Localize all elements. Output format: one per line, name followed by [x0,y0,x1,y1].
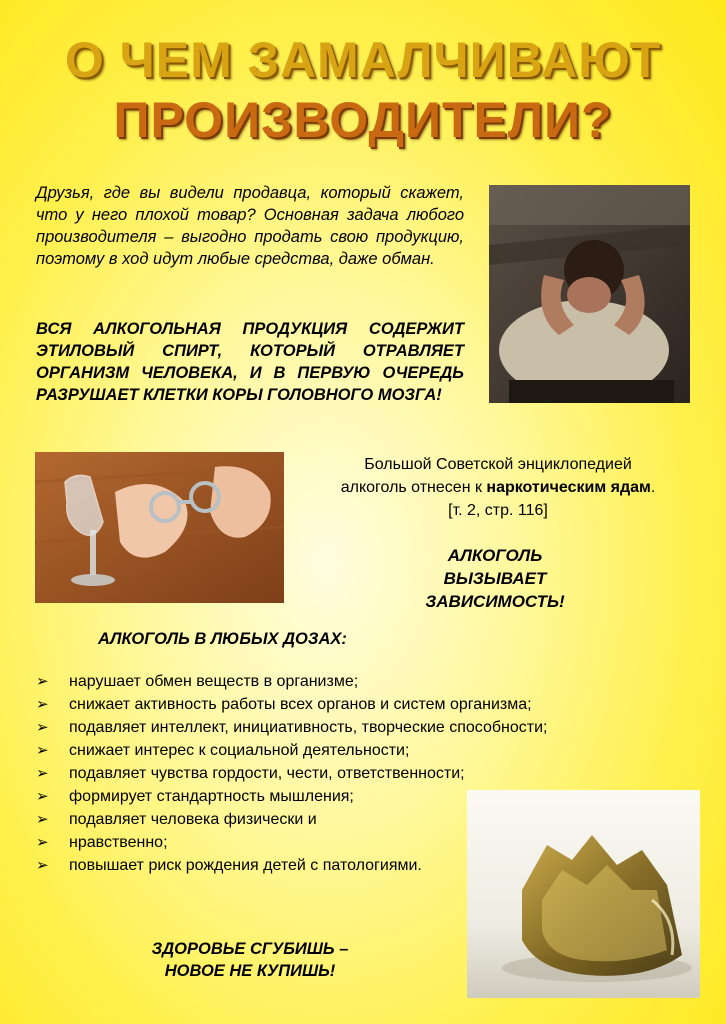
arrow-bullet-icon: ➢ [36,673,49,690]
effect-text: подавляет чувства гордости, чести, ответственности; [69,765,465,782]
encyclopedia-line2-suffix: . [650,479,656,496]
page-title-line1: О ЧЕМ ЗАМАЛЧИВАЮТ [64,32,662,88]
slogan [100,938,400,982]
effects-list-item [36,739,676,762]
effect-text: снижает активность работы всех органов и систем организма; [69,696,532,713]
page-title-line2: ПРОИЗВОДИТЕЛИ? [113,92,613,148]
effect-text: подавляет человека физически и [69,811,317,828]
effect-text: подавляет интеллект, инициативность, творческие способности; [69,719,548,736]
effects-list-item [36,762,676,785]
encyclopedia-line1: Большой Советской энциклопедией [364,456,632,473]
encyclopedia-line2 [300,476,696,499]
effects-list-item [36,854,483,877]
warning-paragraph: ВСЯ АЛКОГОЛЬНАЯ ПРОДУКЦИЯ СОДЕРЖИТ ЭТИЛОВЫЙ СПИРТ, КОТОРЫЙ ОТРАВЛЯЕТ ОРГАНИЗМ ЧЕЛОВЕКА, И В ПЕРВУЮ ОЧЕРЕДЬ РАЗРУШАЕТ КЛЕТКИ КОРЫ ГОЛОВНОГО МОЗГА! [36,320,464,404]
encyclopedia-source: [т. 2, стр. 116] [448,502,548,519]
effect-text: снижает интерес к социальной деятельности; [69,742,410,759]
effects-list-item [36,670,676,693]
effect-text: нравственно; [69,834,168,851]
effects-list-item [36,693,676,716]
intro-paragraph: Друзья, где вы видели продавца, который скажет, что у него плохой товар? Основная задача любого производителя – выгодно продать свою продукцию, поэтому в ход идут любые средства, даже обман. [36,184,464,268]
effect-text: повышает риск рождения детей с патологиями. [69,857,422,874]
arrow-bullet-icon: ➢ [36,834,49,851]
encyclopedia-bold-term: наркотическим ядам [486,479,651,496]
arrow-bullet-icon: ➢ [36,765,49,782]
dependency-line1: АЛКОГОЛЬ [447,546,543,565]
distressed-man-photo [489,185,690,403]
doses-heading: АЛКОГОЛЬ В ЛЮБЫХ ДОЗАХ: [98,630,347,648]
encyclopedia-note [300,453,696,522]
slogan-line2: НОВОЕ НЕ КУПИШЬ! [164,962,336,980]
arrow-bullet-icon: ➢ [36,788,49,805]
broken-bottle-photo [467,790,700,998]
arrow-bullet-icon: ➢ [36,742,49,759]
arrow-bullet-icon: ➢ [36,719,49,736]
effect-text: формирует стандартность мышления; [69,788,354,805]
dependency-line2: ВЫЗЫВАЕТ [443,569,547,588]
effects-list-item [36,716,676,739]
arrow-bullet-icon: ➢ [36,857,49,874]
arrow-bullet-icon: ➢ [36,811,49,828]
dependency-statement [395,544,595,613]
arrow-bullet-icon: ➢ [36,696,49,713]
handcuffed-hands-photo [35,452,284,603]
effect-text: нарушает обмен веществ в организме; [69,673,359,690]
encyclopedia-line2-prefix: алкоголь отнесен к [340,479,487,496]
slogan-line1: ЗДОРОВЬЕ СГУБИШЬ – [151,940,349,958]
dependency-line3: ЗАВИСИМОСТЬ! [425,592,565,611]
